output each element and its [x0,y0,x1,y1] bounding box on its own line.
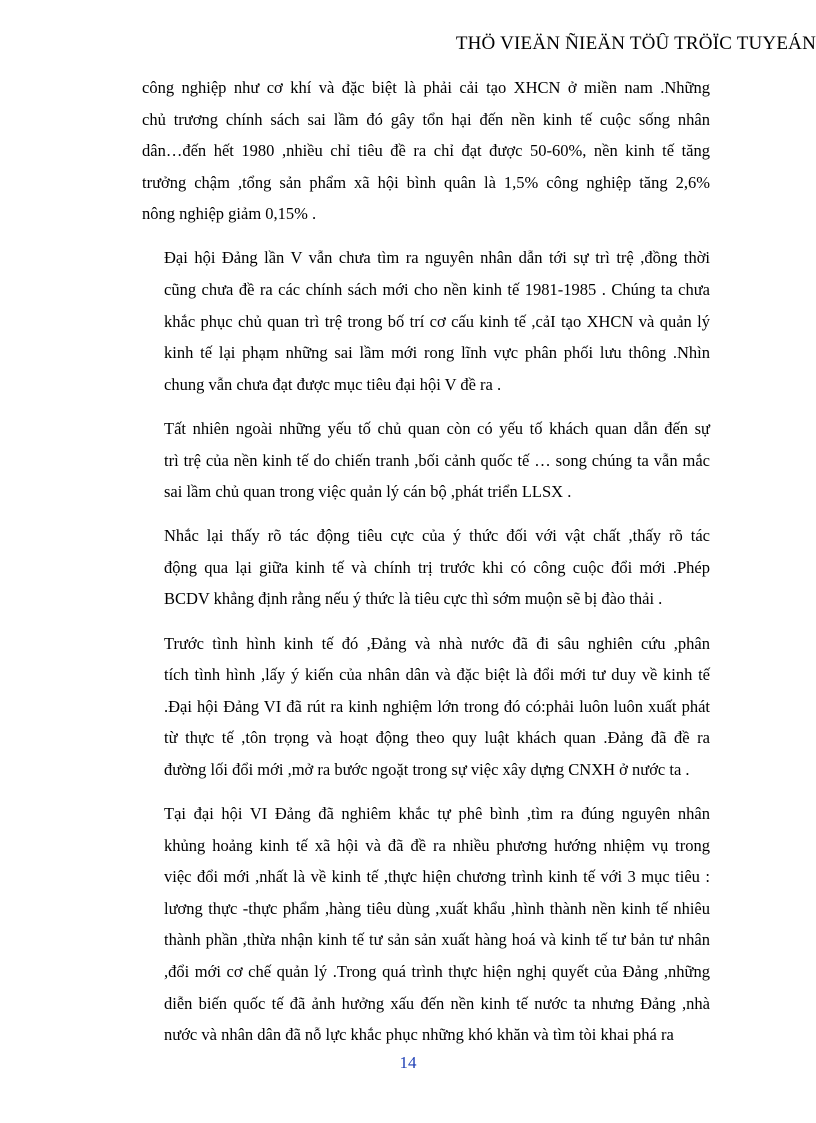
text-line: tích tình hình ,lấy ý kiến của nhân dân và đặc biệt là đổi mới tư duy về kinh tế [164,665,710,685]
text-line: nông nghiệp giảm 0,15% . [142,204,317,224]
text-line: .Đại hội Đảng VI đã rút ra kinh nghiệm lớn trong đó có:phải luôn luôn xuất phát [164,696,710,716]
text-line: từ thực tế ,tôn trọng và hoạt động theo quy luật khách quan .Đảng đã đề ra [164,728,710,748]
paragraph [142,628,710,786]
text-line: công nghiệp như cơ khí và đặc biệt là phải cải tạo XHCN ở miền nam .Những [142,78,710,97]
page-number: 14 [399,1053,417,1072]
text-line: động qua lại giữa kinh tế và chính trị trước khi có công cuộc đổi mới .Phép [164,557,710,577]
text-line: khắc phục chủ quan trì trệ trong bố trí cơ cấu kinh tế ,cảI tạo XHCN và quản lý [164,311,710,331]
text-line: thành phần ,thừa nhận kinh tế tư sản sản xuất hàng hoá và kinh tế tư bản tư nhân [164,930,710,950]
text-line: khủng hoảng kinh tế xã hội và đã đề ra nhiều phương hướng nhiệm vụ trong [164,835,710,855]
text-line: dân…đến hết 1980 ,nhiều chỉ tiêu đề ra chỉ đạt được 50-60%, nền kinh tế tăng [142,141,710,161]
text-line: Tại đại hội VI Đảng đã nghiêm khắc tự phê bình ,tìm ra đúng nguyên nhân [164,803,710,823]
text-line: chung vẫn chưa đạt được mục tiêu đại hội V đề ra . [164,374,502,394]
paragraph [142,242,710,400]
text-line: lương thực -thực phẩm ,hàng tiêu dùng ,xuất khẩu ,hình thành nền kinh tế nhiêu [164,898,710,918]
text-line: ,đổi mới cơ chế quản lý .Trong quá trình thực hiện nghị quyết của Đảng ,những [164,961,710,981]
text-line: BCDV khẳng định rằng nếu ý thức là tiêu cực thì sớm muộn sẽ bị đào thải . [164,589,663,609]
paragraph [142,413,710,508]
text-line: đường lối đổi mới ,mở ra bước ngoặt trong sự việc xây dựng CNXH ở nước ta . [164,759,690,779]
text-line: Nhắc lại thấy rõ tác động tiêu cực của ý thức đối với vật chất ,thấy rõ tác [164,526,710,546]
running-header: THÖ VIEÄN ÑIEÄN TÖÛ TRÖÏC TUYEÁN [455,33,816,54]
text-line: trưởng chậm ,tổng sản phẩm xã hội bình quân là 1,5% công nghiệp tăng 2,6% [142,172,710,192]
paragraph [142,520,710,615]
text-line: chủ trương chính sách sai lầm đó gây tổn hại đến nền kinh tế cuộc sống nhân [142,109,710,129]
text-line: Trước tình hình kinh tế đó ,Đảng và nhà nước đã đi sâu nghiên cứu ,phân [164,633,710,653]
text-line: sai lầm chủ quan trong việc quản lý cán bộ ,phát triển LLSX . [164,482,572,502]
text-line: Đại hội Đảng lần V vẫn chưa tìm ra nguyên nhân dẫn tới sự trì trệ ,đồng thời [164,248,710,268]
text-line: việc đổi mới ,nhất là về kinh tế ,thực hiện chương trình kinh tế với 3 mục tiêu : [164,867,710,887]
text-line: Tất nhiên ngoài những yếu tố chủ quan còn có yếu tố khách quan dẫn đến sự [164,418,710,438]
text-line: kinh tế lại phạm những sai lầm mới rong lĩnh vực phân phối lưu thông .Nhìn [164,343,710,363]
paragraph [142,72,710,230]
text-line: diễn biến quốc tế đã ảnh hưởng xấu đến nền kinh tế nước ta nhưng Đảng ,nhà [164,993,710,1013]
paragraph [142,798,710,1051]
text-line: cũng chưa đề ra các chính sách mới cho nền kinh tế 1981-1985 . Chúng ta chưa [164,280,710,300]
text-line: trì trệ của nền kinh tế do chiến tranh ,bối cảnh quốc tế … song chúng ta vẫn mắc [164,450,710,470]
body-text [142,72,710,1063]
text-line: nước và nhân dân đã nỗ lực khắc phục những khó khăn và tìm tòi khai phá ra [164,1025,674,1045]
